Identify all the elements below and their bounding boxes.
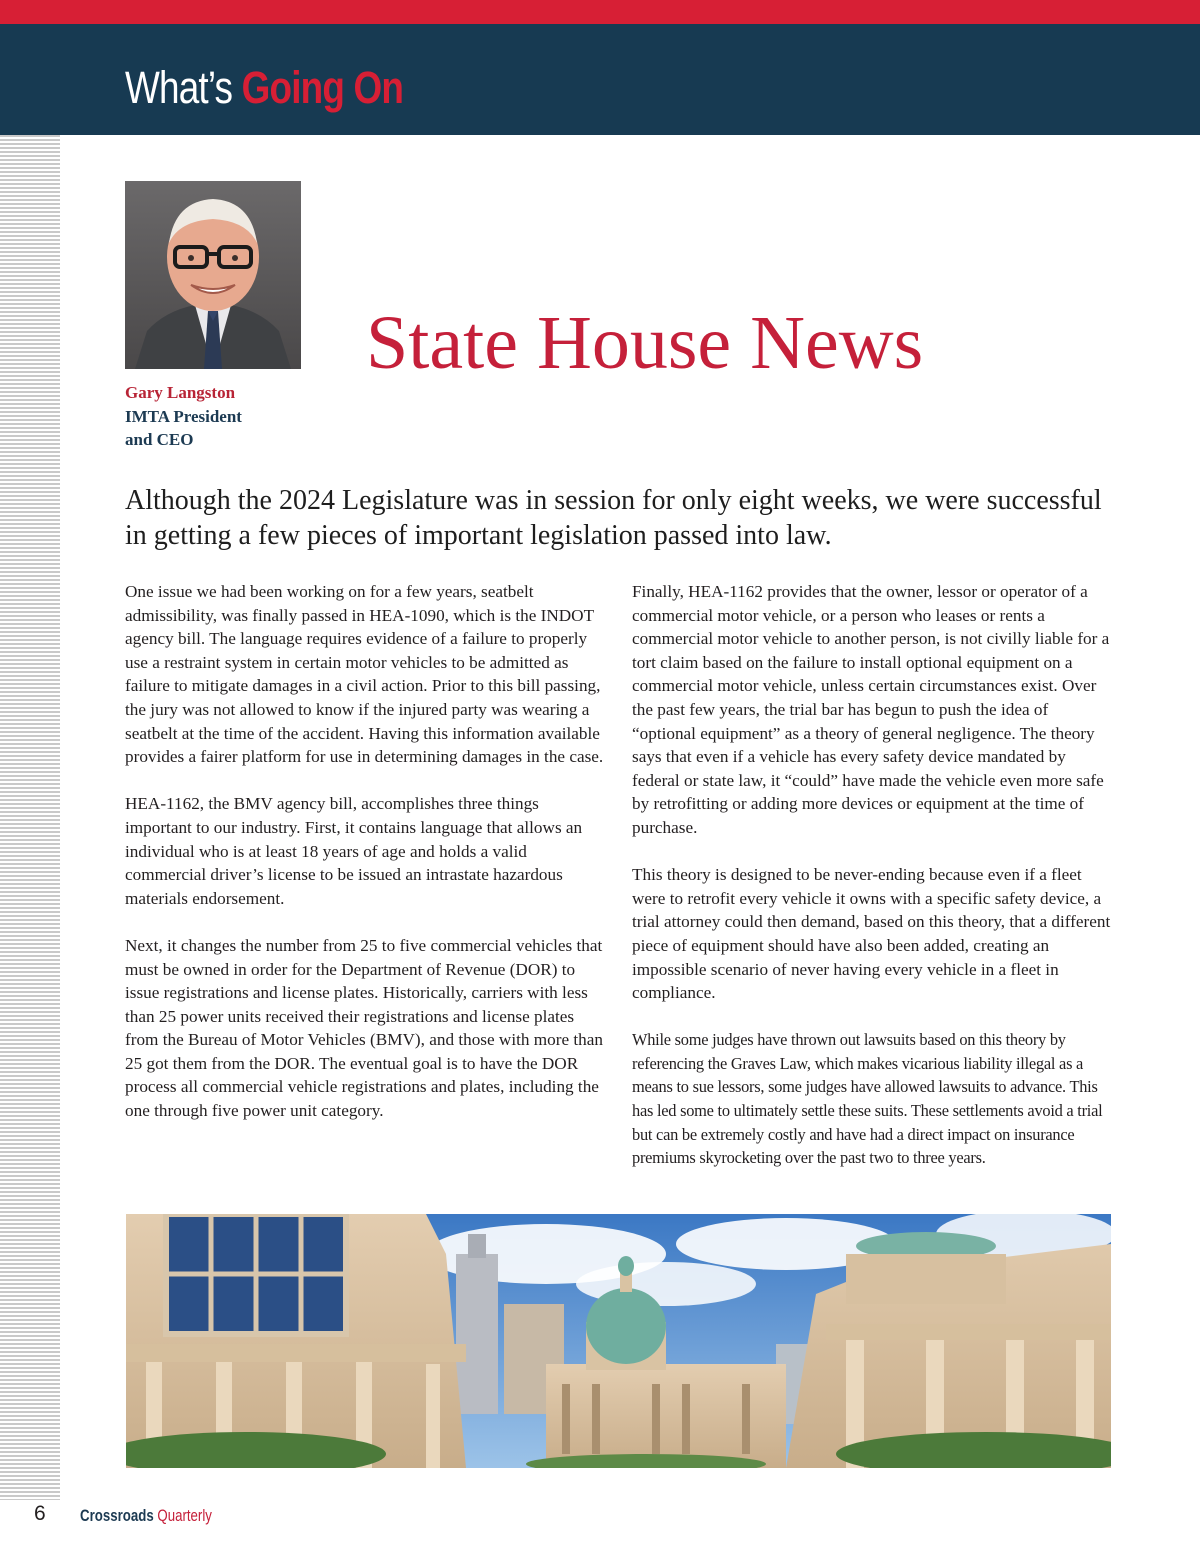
right-column (632, 580, 1112, 1193)
paragraph: One issue we had been working on for a few years, seatbelt admissibility, was finally passed in HEA-1090, which is the INDOT agency bill. The language requires evidence of a failure to properly use a restraint system in certain motor vehicles to be admitted as failure to mitigate damages in a civil action. Prior to this bill passing, the jury was not allowed to know if the injured party was wearing a seatbelt at the time of the accident. Having this information available provides a fairer platform for use in determining damages in the case. (125, 582, 604, 767)
decorative-stripes (0, 135, 60, 1500)
top-accent-bar (0, 0, 1200, 24)
article-intro: Although the 2024 Legislature was in session for only eight weeks, we were successful in getting a few pieces of important legislation passed into law. (125, 485, 1102, 551)
paragraph: Next, it changes the number from 25 to five commercial vehicles that must be owned in order for the Department of Revenue (DOR) to issue registrations and license plates. Historically, carriers with less than 25 power units received their registrations and license plates from the Bureau of Motor Vehicles (BMV), and those with more than 25 got them from the DOR. The eventual goal is to have the DOR process all commercial vehicle registrations and plates, including the one through five power unit category. (125, 935, 603, 1121)
paragraph: This theory is designed to be never-ending because even if a fleet were to retrofit every vehicle it owns with a specific safety device, a trial attorney could then demand, based on this theory, that a different piece of equipment should have also been added, creating an impossible scenario of never having every vehicle in a fleet in compliance. (632, 865, 1111, 1003)
magazine-name (80, 1506, 212, 1526)
section-title-bold: Going On (241, 62, 404, 113)
magazine-name-light: Quarterly (157, 1506, 212, 1525)
author-title-line2: and CEO (125, 430, 194, 449)
magazine-name-bold: Crossroads (80, 1506, 154, 1525)
paragraph: While some judges have thrown out lawsuits based on this theory by referencing the Graves Law, which makes vicarious liability illegal as a means to sue lessors, some judges have allowed lawsuits to advance. This has led some to ultimately settle these suits. These settlements avoid a trial but can be extremely costly and have had a direct impact on insurance premiums skyrocketing over the past two to three years. (632, 1030, 1103, 1168)
section-title (125, 60, 403, 116)
section-title-light: What’s (125, 62, 233, 113)
paragraph: Finally, HEA-1162 provides that the owner, lessor or operator of a commercial motor vehicle, or a person who leases or rents a commercial motor vehicle to another person, is not civilly liable for a tort claim based on the failure to install optional equipment on a commercial motor vehicle, unless certain circumstances exist. Over the past few years, the trial bar has begun to push the idea of “optional equipment” as a theory of general negligence. The theory says that even if a vehicle has every safety device mandated by federal or state law, it “could” have made the vehicle even more safe by retrofitting or adding more devices or equipment at the time of purchase. (632, 582, 1110, 837)
author-byline (125, 381, 242, 452)
author-photo (125, 181, 301, 369)
author-name: Gary Langston (125, 383, 236, 402)
paragraph: HEA-1162, the BMV agency bill, accomplishes three things important to our industry. First, it contains language that allows an individual who is at least 18 years of age and holds a valid commercial driver’s license to be issued an intrastate hazardous materials endorsement. (125, 794, 583, 908)
article-headline: State House News (366, 301, 924, 385)
statehouse-photo (126, 1214, 1111, 1468)
author-title-line1: IMTA President (125, 406, 242, 426)
section-header (0, 24, 1200, 135)
left-column (125, 580, 605, 1146)
page-number: 6 (34, 1502, 46, 1525)
